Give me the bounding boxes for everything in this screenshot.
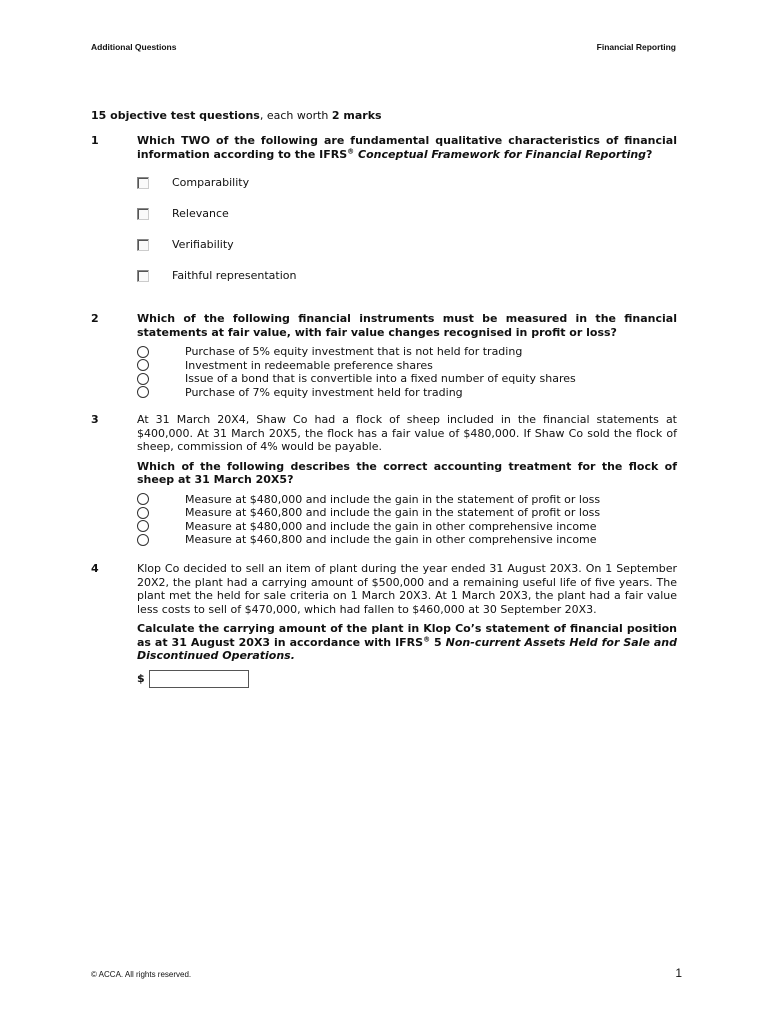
option-label: Relevance [172,206,229,220]
checkbox-options [137,167,677,291]
checkbox[interactable] [137,177,149,189]
option-a[interactable] [137,345,677,359]
option-label: Purchase of 5% equity investment that is not held for trading [185,345,523,358]
stem-italic: Non-current Assets Held for Sale and Discontinued Operations. [137,635,677,662]
option-label: Purchase of 7% equity investment held for trading [185,385,463,399]
option-relevance[interactable] [137,198,677,229]
question-3 [91,413,677,547]
question-stem [137,622,677,663]
question-4 [91,562,677,688]
registered-mark: ® [423,634,431,643]
option-label: Issue of a bond that is convertible into a fixed number of equity shares [185,372,576,385]
radio-button[interactable] [137,507,149,519]
answer-input[interactable] [149,670,249,688]
question-2 [91,312,677,399]
stem-italic: Conceptual Framework for Financial Reporting [358,147,647,161]
option-label: Comparability [172,175,250,189]
question-number: 2 [91,312,99,325]
stem-standard: 5 [430,635,446,649]
running-header-right: Financial Reporting [596,42,676,52]
radio-button[interactable] [137,346,149,358]
radio-button[interactable] [137,520,149,532]
option-label: Measure at $460,800 and include the gain in other comprehensive income [185,533,597,546]
intro-middle: , each worth [259,109,332,122]
option-comparability[interactable] [137,167,677,198]
running-header-left: Additional Questions [91,42,177,52]
option-label: Verifiability [172,237,234,251]
page-number: 1 [675,966,682,980]
checkbox[interactable] [137,239,149,251]
option-b[interactable] [137,359,677,373]
copyright: © ACCA. All rights reserved. [91,970,192,979]
checkbox[interactable] [137,270,149,282]
option-label: Faithful representation [172,268,297,282]
stem-text: Which TWO of the following are fundamental qualitative characteristics of financial information according to the IFRS [137,134,677,161]
registered-mark: ® [347,146,355,155]
radio-options [137,345,677,399]
answer-row [137,670,677,688]
radio-button[interactable] [137,493,149,505]
section-intro [91,109,382,122]
option-label: Measure at $480,000 and include the gain in the statement of profit or loss [185,492,601,506]
option-b[interactable] [137,506,677,520]
radio-button[interactable] [137,373,149,385]
question-number: 4 [91,562,99,575]
option-label: Investment in redeemable preference shares [185,358,433,372]
question-number: 3 [91,413,99,426]
question-scenario: Klop Co decided to sell an item of plant during the year ended 31 August 20X3. On 1 September 20X2, the plant had a carrying amount of $500,000 and a remaining useful life of five years. The plant met the held for sale criteria on 1 March 20X3. At 1 March 20X3, the plant had a fair value less costs to sell of $470,000, which had fallen to $460,000 at 30 September 20X3. [137,562,677,616]
option-verifiability[interactable] [137,229,677,260]
option-d[interactable] [137,533,677,547]
checkbox[interactable] [137,208,149,220]
radio-button[interactable] [137,386,149,398]
stem-text: Calculate the carrying amount of the plant in Klop Co’s statement of financial position as at 31 August 20X3 in accordance with IFRS [137,622,677,649]
question-stem: Which of the following financial instruments must be measured in the financial statements at fair value, with fair value changes recognised in profit or loss? [137,312,677,339]
option-d[interactable] [137,386,677,400]
option-label: Measure at $480,000 and include the gain in other comprehensive income [185,519,597,533]
radio-button[interactable] [137,534,149,546]
question-1 [91,134,677,291]
stem-end: ? [646,147,653,161]
option-faithful-representation[interactable] [137,260,677,291]
option-label: Measure at $460,800 and include the gain in the statement of profit or loss [185,506,601,519]
option-a[interactable] [137,493,677,507]
question-scenario: At 31 March 20X4, Shaw Co had a flock of sheep included in the financial statements at $400,000. At 31 March 20X5, the flock has a fair value of $480,000. If Shaw Co sold the flock of sheep, commission of 4% would be payable. [137,413,677,453]
question-number: 1 [91,134,99,147]
radio-options [137,493,677,547]
option-c[interactable] [137,372,677,386]
question-stem: Which of the following describes the correct accounting treatment for the flock of sheep at 31 March 20X5? [137,459,677,486]
radio-button[interactable] [137,359,149,371]
question-stem [137,134,677,161]
currency-symbol: $ [137,671,145,685]
marks-each: 2 marks [331,109,382,122]
option-c[interactable] [137,520,677,534]
question-count: 15 objective test questions [91,109,260,122]
